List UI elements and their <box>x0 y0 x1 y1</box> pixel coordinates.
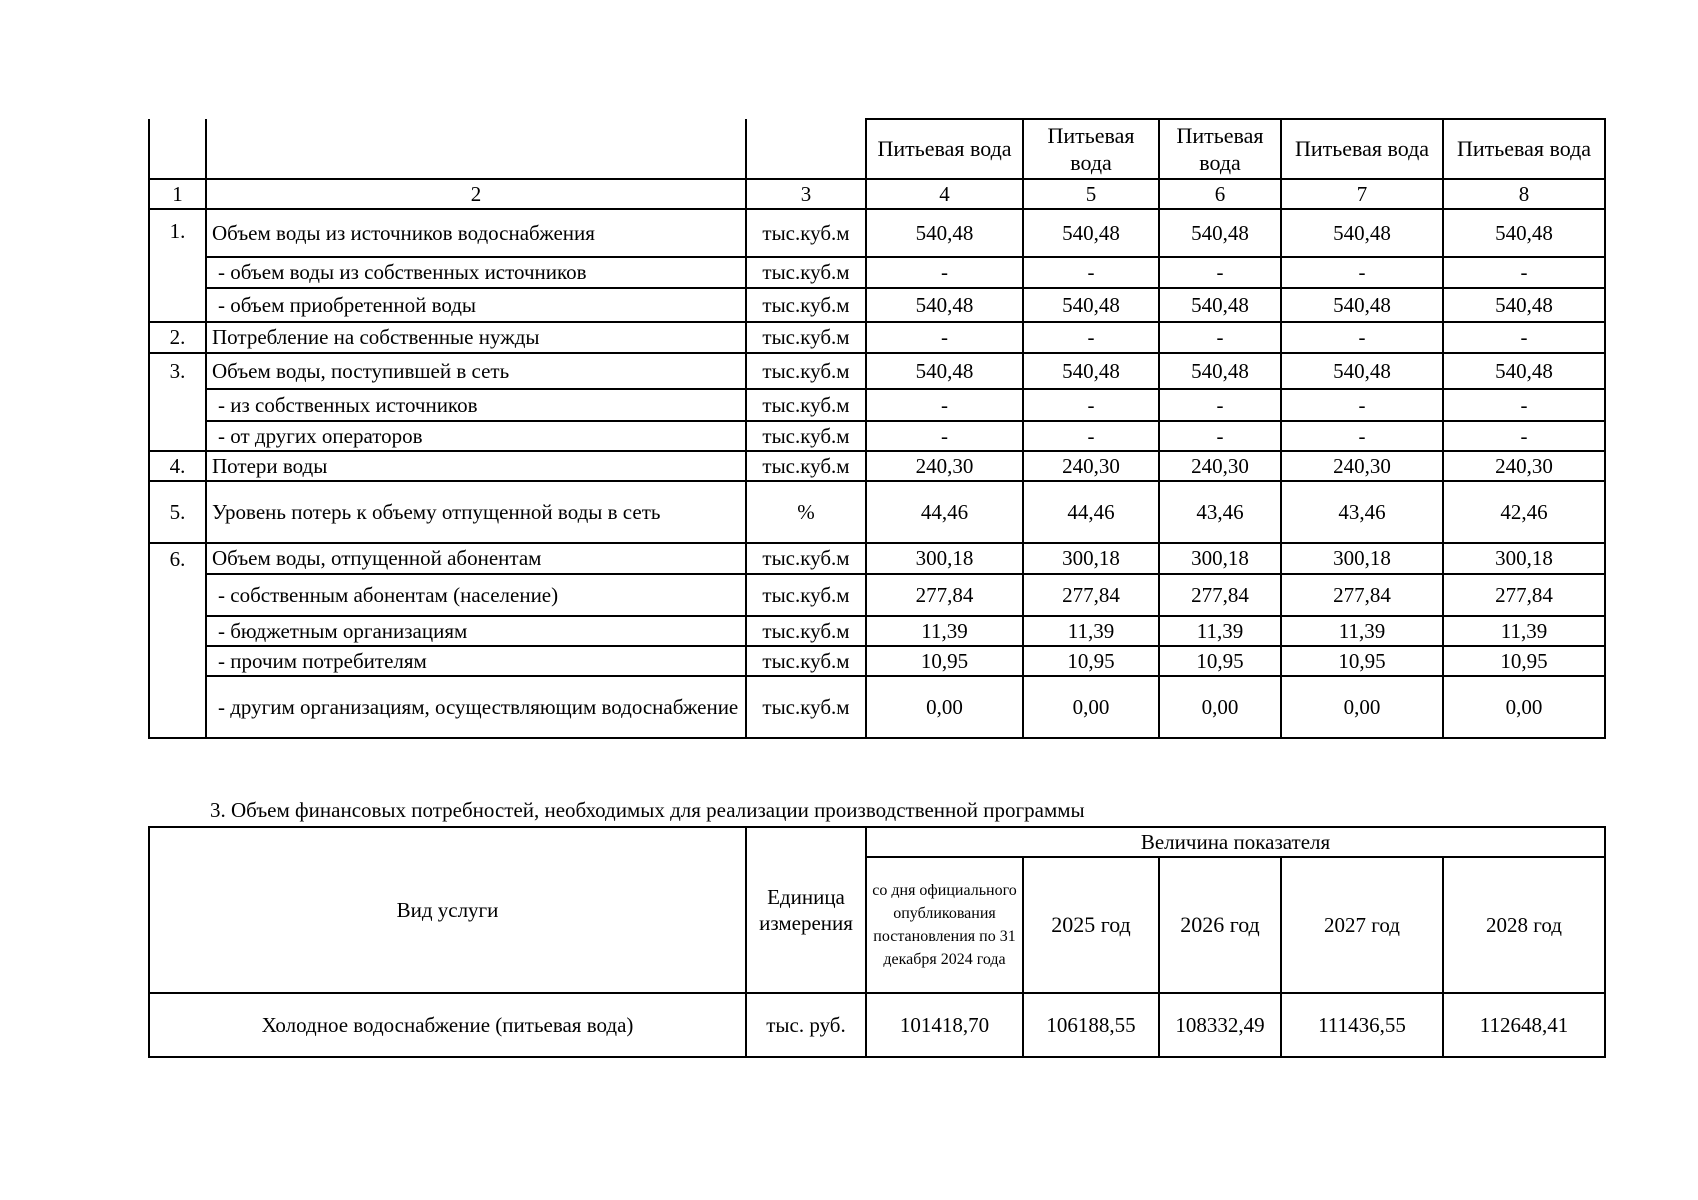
table-row <box>149 481 1605 543</box>
value-cell: 0,00 <box>1023 676 1159 738</box>
column-number: 6 <box>1159 179 1281 209</box>
indicator-name: - объем воды из собственных источников <box>206 257 746 288</box>
row-number <box>149 574 206 616</box>
value-cell: 277,84 <box>1281 574 1443 616</box>
value-cell: 540,48 <box>1281 353 1443 389</box>
value-cell: - <box>1159 322 1281 353</box>
section-title: 3. Объем финансовых потребностей, необходимых для реализации производственной программы <box>210 798 1085 822</box>
row-number: 4. <box>149 451 206 481</box>
value-cell: - <box>1443 322 1605 353</box>
row-number <box>149 421 206 451</box>
value-cell: - <box>1281 421 1443 451</box>
indicator-name: - собственным абонентам (население) <box>206 574 746 616</box>
value-cell: 44,46 <box>1023 481 1159 543</box>
header-product: Питьевая вода <box>1281 119 1443 179</box>
value-cell: - <box>1023 421 1159 451</box>
column-number-row <box>149 179 1605 209</box>
value-cell: 300,18 <box>1443 543 1605 574</box>
value-cell: 300,18 <box>1023 543 1159 574</box>
value-cell: - <box>1159 421 1281 451</box>
value-cell: 540,48 <box>866 288 1023 322</box>
value-cell: - <box>1281 257 1443 288</box>
column-number: 5 <box>1023 179 1159 209</box>
row-number <box>149 288 206 322</box>
value-cell: 0,00 <box>1159 676 1281 738</box>
table-row <box>149 389 1605 421</box>
table-row <box>149 993 1605 1057</box>
value-cell: 112648,41 <box>1443 993 1605 1057</box>
period-header: 2028 год <box>1443 857 1605 993</box>
value-cell: 0,00 <box>1281 676 1443 738</box>
period-header: 2026 год <box>1159 857 1281 993</box>
value-cell: - <box>1159 389 1281 421</box>
value-cell: 277,84 <box>1443 574 1605 616</box>
value-cell: 11,39 <box>1443 616 1605 646</box>
column-number: 1 <box>149 179 206 209</box>
table-row <box>149 421 1605 451</box>
value-cell: 42,46 <box>1443 481 1605 543</box>
header-cell-empty <box>206 119 746 179</box>
value-cell: 540,48 <box>1023 209 1159 257</box>
value-cell: 10,95 <box>1443 646 1605 676</box>
value-cell: - <box>866 257 1023 288</box>
value-cell: 11,39 <box>1023 616 1159 646</box>
table-row <box>149 574 1605 616</box>
table-row <box>149 209 1605 257</box>
header-row <box>149 119 1605 179</box>
value-cell: 108332,49 <box>1159 993 1281 1057</box>
row-number: 5. <box>149 481 206 543</box>
indicator-name: Уровень потерь к объему отпущенной воды в сеть <box>206 481 746 543</box>
header-product: Питьевая вода <box>1443 119 1605 179</box>
indicator-name: - объем приобретенной воды <box>206 288 746 322</box>
value-cell: 540,48 <box>1443 353 1605 389</box>
value-cell: 277,84 <box>1023 574 1159 616</box>
period-header: со дня официального опубликования постановления по 31 декабря 2024 года <box>866 857 1023 993</box>
table-row <box>149 616 1605 646</box>
value-cell: 277,84 <box>1159 574 1281 616</box>
table-row <box>149 451 1605 481</box>
unit-cell: тыс.куб.м <box>746 421 866 451</box>
value-cell: 300,18 <box>866 543 1023 574</box>
row-number <box>149 257 206 288</box>
table-row <box>149 543 1605 574</box>
value-cell: 540,48 <box>1023 288 1159 322</box>
unit-cell: тыс.куб.м <box>746 616 866 646</box>
value-header: Величина показателя <box>866 827 1605 857</box>
table-row <box>149 676 1605 738</box>
indicator-name: - из собственных источников <box>206 389 746 421</box>
value-cell: 240,30 <box>1281 451 1443 481</box>
period-header: 2027 год <box>1281 857 1443 993</box>
indicator-name: Объем воды, отпущенной абонентам <box>206 543 746 574</box>
row-number: 2. <box>149 322 206 353</box>
value-cell: - <box>866 389 1023 421</box>
value-cell: 540,48 <box>1281 209 1443 257</box>
production-indicators-table <box>148 118 1606 739</box>
header-cell-empty <box>746 119 866 179</box>
value-cell: 540,48 <box>1023 353 1159 389</box>
value-cell: - <box>1281 322 1443 353</box>
unit-cell: тыс.куб.м <box>746 676 866 738</box>
value-cell: 240,30 <box>866 451 1023 481</box>
value-cell: - <box>1023 322 1159 353</box>
table-row <box>149 353 1605 389</box>
indicator-name: - другим организациям, осуществляющим водоснабжение <box>206 676 746 738</box>
value-cell: 300,18 <box>1159 543 1281 574</box>
value-cell: - <box>1443 257 1605 288</box>
value-cell: 43,46 <box>1281 481 1443 543</box>
value-cell: 106188,55 <box>1023 993 1159 1057</box>
value-cell: 240,30 <box>1023 451 1159 481</box>
unit-cell: тыс. руб. <box>746 993 866 1057</box>
header-cell-empty <box>149 119 206 179</box>
value-cell: 540,48 <box>1159 209 1281 257</box>
column-number: 7 <box>1281 179 1443 209</box>
value-cell: 0,00 <box>1443 676 1605 738</box>
value-cell: - <box>1281 389 1443 421</box>
value-cell: 11,39 <box>1159 616 1281 646</box>
indicator-name: Объем воды, поступившей в сеть <box>206 353 746 389</box>
indicator-name: - от других операторов <box>206 421 746 451</box>
row-number <box>149 676 206 738</box>
unit-cell: тыс.куб.м <box>746 574 866 616</box>
indicator-name: Объем воды из источников водоснабжения <box>206 209 746 257</box>
service-header: Вид услуги <box>149 827 746 993</box>
value-cell: 540,48 <box>866 209 1023 257</box>
row-number: 6. <box>149 543 206 574</box>
table-row <box>149 646 1605 676</box>
value-cell: 10,95 <box>1281 646 1443 676</box>
header-product: Питьевая вода <box>1023 119 1159 179</box>
unit-cell: тыс.куб.м <box>746 451 866 481</box>
value-cell: 101418,70 <box>866 993 1023 1057</box>
value-cell: 11,39 <box>1281 616 1443 646</box>
value-cell: - <box>1023 257 1159 288</box>
table-row <box>149 288 1605 322</box>
value-cell: 240,30 <box>1159 451 1281 481</box>
value-cell: - <box>1159 257 1281 288</box>
value-cell: 44,46 <box>866 481 1023 543</box>
value-cell: 11,39 <box>866 616 1023 646</box>
value-cell: 111436,55 <box>1281 993 1443 1057</box>
value-cell: - <box>1443 389 1605 421</box>
indicator-name: Потребление на собственные нужды <box>206 322 746 353</box>
unit-cell: тыс.куб.м <box>746 288 866 322</box>
value-cell: 10,95 <box>866 646 1023 676</box>
value-cell: 540,48 <box>866 353 1023 389</box>
unit-cell: тыс.куб.м <box>746 646 866 676</box>
row-number <box>149 389 206 421</box>
value-cell: 277,84 <box>866 574 1023 616</box>
value-cell: - <box>866 421 1023 451</box>
value-cell: 10,95 <box>1023 646 1159 676</box>
indicator-name: Потери воды <box>206 451 746 481</box>
value-cell: 43,46 <box>1159 481 1281 543</box>
row-number: 1. <box>149 209 206 257</box>
unit-cell: % <box>746 481 866 543</box>
row-number <box>149 616 206 646</box>
row-number <box>149 646 206 676</box>
value-cell: 10,95 <box>1159 646 1281 676</box>
value-cell: 540,48 <box>1443 209 1605 257</box>
value-cell: - <box>1443 421 1605 451</box>
indicator-name: - бюджетным организациям <box>206 616 746 646</box>
header-product: Питьевая вода <box>866 119 1023 179</box>
unit-cell: тыс.куб.м <box>746 389 866 421</box>
indicator-name: - прочим потребителям <box>206 646 746 676</box>
unit-cell: тыс.куб.м <box>746 543 866 574</box>
period-header: 2025 год <box>1023 857 1159 993</box>
unit-cell: тыс.куб.м <box>746 257 866 288</box>
header-product: Питьевая вода <box>1159 119 1281 179</box>
header-row <box>149 827 1605 857</box>
value-cell: 540,48 <box>1281 288 1443 322</box>
value-cell: - <box>866 322 1023 353</box>
column-number: 3 <box>746 179 866 209</box>
column-number: 4 <box>866 179 1023 209</box>
unit-cell: тыс.куб.м <box>746 353 866 389</box>
value-cell: 540,48 <box>1159 288 1281 322</box>
unit-cell: тыс.куб.м <box>746 209 866 257</box>
value-cell: 540,48 <box>1443 288 1605 322</box>
value-cell: 300,18 <box>1281 543 1443 574</box>
table-row <box>149 322 1605 353</box>
value-cell: - <box>1023 389 1159 421</box>
table-row <box>149 257 1605 288</box>
row-number: 3. <box>149 353 206 389</box>
value-cell: 540,48 <box>1159 353 1281 389</box>
financial-needs-table <box>148 826 1606 1058</box>
value-cell: 0,00 <box>866 676 1023 738</box>
column-number: 2 <box>206 179 746 209</box>
unit-cell: тыс.куб.м <box>746 322 866 353</box>
value-cell: 240,30 <box>1443 451 1605 481</box>
unit-header: Единица измерения <box>746 827 866 993</box>
service-name: Холодное водоснабжение (питьевая вода) <box>149 993 746 1057</box>
column-number: 8 <box>1443 179 1605 209</box>
